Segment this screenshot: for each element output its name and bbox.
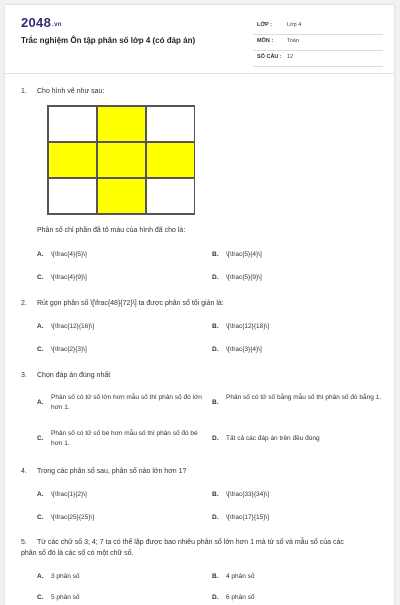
grid-cell: [48, 142, 97, 178]
answer-option-3a[interactable]: A. Phân số có tử số lớn hơn mẫu số thì phân số đó lớn hơn 1.: [37, 394, 202, 411]
answer-option-4b[interactable]: B. \[\frac{33}{34}\]: [212, 491, 270, 498]
meta-label: MÔN :: [257, 38, 274, 44]
question-1: 1. Cho hình vẽ như sau:: [21, 88, 105, 95]
answer-option-2d[interactable]: D. \[\frac{3}{4}\]: [212, 346, 262, 353]
grid-cell: [97, 142, 146, 178]
answer-option-5d[interactable]: D. 6 phân số: [212, 594, 255, 601]
meta-label: SỐ CÂU :: [257, 54, 282, 60]
answer-option-3c[interactable]: C. Phân số có tử số bé hơn mẫu số thì phân số đó bé hơn 1.: [37, 430, 198, 447]
grid-cell: [48, 178, 97, 214]
question-1-prompt: Phân số chỉ phần đã tô màu của hình đã cho là:: [37, 227, 186, 234]
grid-cell: [97, 178, 146, 214]
worksheet-page: [5, 5, 394, 605]
grid-cell: [146, 178, 195, 214]
meta-row-class: [253, 18, 383, 35]
document-title: Trắc nghiệm Ôn tập phân số lớp 4 (có đáp án): [21, 36, 196, 45]
answer-option-4c[interactable]: C. \[\frac{25}{25}\]: [37, 514, 95, 521]
grid-cell: [146, 142, 195, 178]
meta-value: Toán: [287, 38, 299, 44]
answer-option-4a[interactable]: A. \[\frac{1}{2}\]: [37, 491, 87, 498]
answer-option-1d[interactable]: D. \[\frac{5}{9}\]: [212, 274, 262, 281]
answer-option-2a[interactable]: A. \[\frac{12}{16}\]: [37, 323, 95, 330]
site-logo[interactable]: 2048.vn: [21, 15, 62, 30]
answer-option-1c[interactable]: C. \[\frac{4}{9}\]: [37, 274, 87, 281]
question-2: 2. Rút gọn phân số \[\frac{48}{72}\] ta được phân số tối giản là:: [21, 300, 224, 307]
question-3: 3. Chọn đáp án đúng nhất: [21, 372, 111, 379]
question-5: 5. Từ các chữ số 3; 4; 7 ta có thể lập được bao nhiêu phân số lớn hơn 1 mà tử số và mẫu số của các phân số đó là các số có một chữ số.: [21, 539, 344, 557]
meta-row-count: [253, 50, 383, 67]
answer-option-2b[interactable]: B. \[\frac{12}{18}\]: [212, 323, 270, 330]
answer-option-1b[interactable]: B. \[\frac{5}{4}\]: [212, 251, 262, 258]
answer-option-5c[interactable]: C. 5 phân số: [37, 594, 80, 601]
answer-option-1a[interactable]: A. \[\frac{4}{5}\]: [37, 251, 87, 258]
answer-option-2c[interactable]: C. \[\frac{2}{3}\]: [37, 346, 87, 353]
answer-option-5b[interactable]: B. 4 phân số: [212, 573, 255, 580]
worksheet-header: [5, 5, 394, 71]
answer-option-3b[interactable]: B. Phân số có tử số bằng mẫu số thì phân số đó bằng 1.: [212, 394, 382, 406]
header-divider: [5, 73, 394, 74]
meta-label: LỚP :: [257, 22, 272, 28]
grid-cell: [48, 106, 97, 142]
grid-cell: [97, 106, 146, 142]
answer-option-4d[interactable]: D. \[\frac{17}{15}\]: [212, 514, 270, 521]
grid-cell: [146, 106, 195, 142]
meta-value: Lớp 4: [287, 22, 302, 28]
answer-option-5a[interactable]: A. 3 phân số: [37, 573, 80, 580]
shaded-grid-figure: [47, 105, 195, 215]
meta-row-subject: [253, 34, 383, 51]
answer-option-3d[interactable]: D. Tất cả các đáp án trên đều đúng: [212, 435, 320, 442]
meta-value: 12: [287, 54, 294, 60]
question-4: 4. Trong các phân số sau, phân số nào lớn hơn 1?: [21, 468, 187, 475]
